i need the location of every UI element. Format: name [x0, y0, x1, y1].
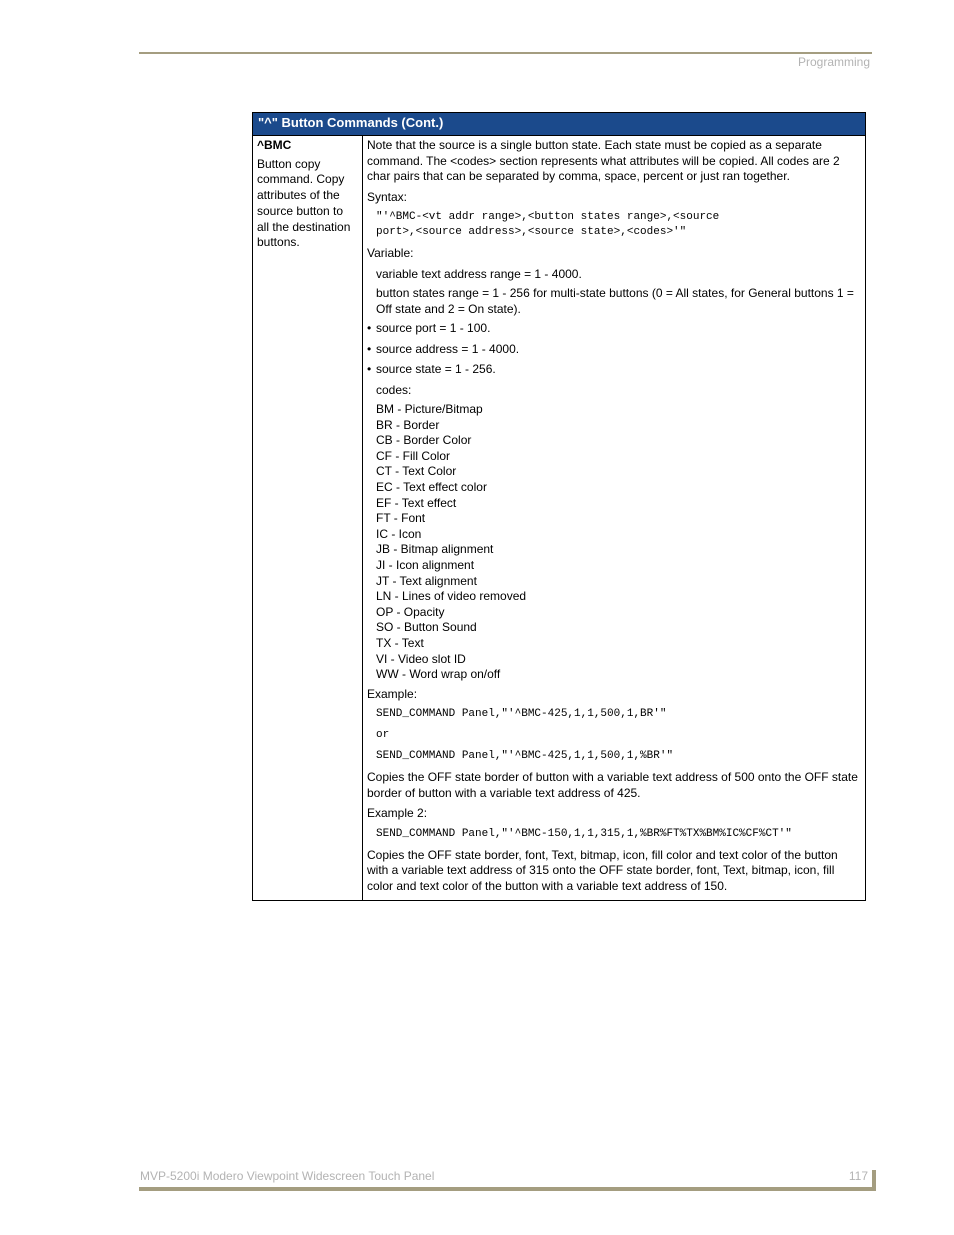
example2-code: SEND_COMMAND Panel,"'^BMC-150,1,1,315,1,%BR%FT%TX%BM%IC%CF%CT'" — [376, 827, 792, 840]
command-cell — [253, 136, 363, 900]
example2-description: Copies the OFF state border, font, Text, bitmap, icon, fill color and text color of the button with a variable text address of 315 onto the OFF state border, font, Text, bitmap, icon, fill color and text color of the button with a variable text address of 150. — [367, 847, 838, 893]
example-code: SEND_COMMAND Panel,"'^BMC-425,1,1,500,1,BR'" — [376, 708, 667, 721]
code-item: FT - Font — [376, 511, 426, 526]
example2-label: Example 2: — [367, 806, 428, 821]
code-item: SO - Button Sound — [376, 620, 477, 635]
note-text: Note that the source is a single button state. Each state must be copied as a separate command. The <codes> section represents what attributes will be copied. All codes are 2 char pairs that can be separated by comma, space, percent or just ran together. — [367, 138, 840, 183]
code-item: CF - Fill Color — [376, 448, 450, 463]
code-item: EF - Text effect — [376, 495, 457, 510]
header-rule — [139, 52, 872, 54]
page-number: 117 — [848, 1169, 868, 1183]
example-or: or — [376, 729, 390, 742]
code-item: VI - Video slot ID — [376, 651, 466, 666]
code-item: IC - Icon — [376, 526, 422, 541]
code-item: LN - Lines of video removed — [376, 589, 527, 604]
code-item: EC - Text effect color — [376, 479, 487, 494]
code-item: CT - Text Color — [376, 464, 457, 479]
code-item: JB - Bitmap alignment — [376, 542, 494, 557]
codes-label: codes: — [376, 382, 412, 397]
table-row — [253, 136, 865, 900]
variable-button-states: button states range = 1 - 256 for multi-state buttons (0 = All states, for General buttons 1 = Off state and 2 = On state). — [376, 286, 854, 316]
example-code-alt: SEND_COMMAND Panel,"'^BMC-425,1,1,500,1,%BR'" — [376, 750, 674, 763]
footer-rule — [139, 1187, 876, 1191]
details-cell — [363, 136, 865, 900]
footer-title: MVP-5200i Modero Viewpoint Widescreen Touch Panel — [140, 1169, 435, 1183]
variable-label: Variable: — [367, 246, 414, 260]
syntax-label: Syntax: — [367, 189, 408, 204]
command-name: ^BMC — [257, 138, 292, 152]
code-item: JT - Text alignment — [376, 573, 477, 588]
command-table — [252, 112, 866, 901]
codes-list — [376, 402, 861, 683]
code-item: BM - Picture/Bitmap — [376, 402, 483, 416]
list-item: • source address = 1 - 4000. — [367, 341, 520, 356]
list-item: • source state = 1 - 256. — [367, 362, 496, 376]
code-item: WW - Word wrap on/off — [376, 667, 501, 682]
list-item: • source port = 1 - 100. — [367, 321, 491, 335]
code-item: TX - Text — [376, 635, 424, 650]
code-item: OP - Opacity — [376, 604, 445, 619]
code-item: BR - Border — [376, 417, 440, 432]
example-description: Copies the OFF state border of button with a variable text address of 500 onto the OFF state border of button with a variable text address of 425. — [367, 770, 858, 800]
command-description: Button copy command. Copy attributes of the source button to all the destination buttons. — [257, 156, 351, 250]
code-item: JI - Icon alignment — [376, 557, 475, 572]
variable-text-address: variable text address range = 1 - 4000. — [376, 266, 582, 281]
table-title: "^" Button Commands (Cont.) — [253, 113, 865, 136]
syntax-code: "'^BMC-<vt addr range>,<button states range>,<source port>,<source address>,<source state>,<codes>'" — [376, 211, 720, 238]
example-label: Example: — [367, 686, 418, 701]
header-section-title: Programming — [797, 55, 870, 69]
code-item: CB - Border Color — [376, 433, 472, 448]
